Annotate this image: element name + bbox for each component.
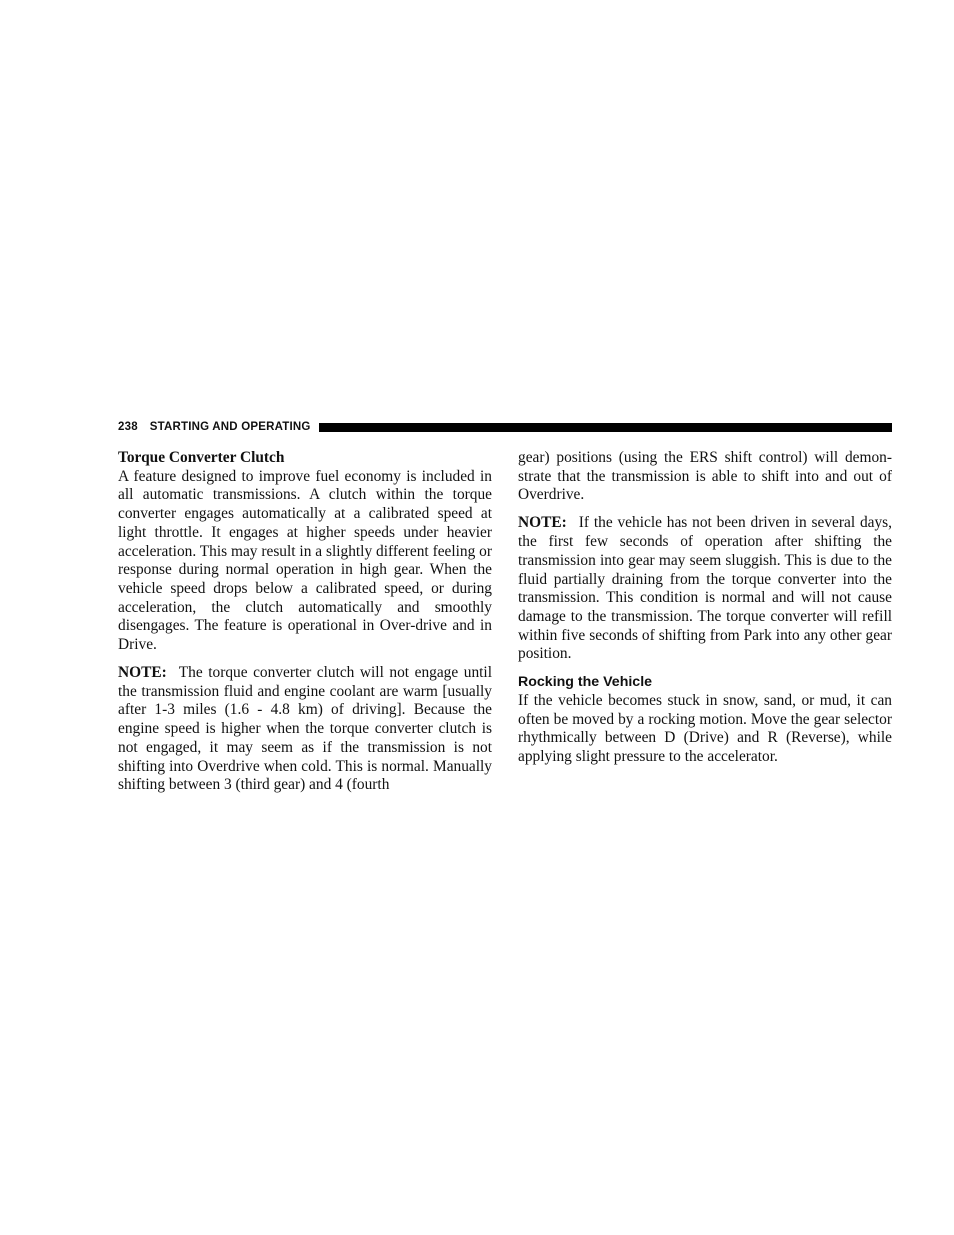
note-label: NOTE: <box>518 514 567 532</box>
right-column <box>518 449 892 776</box>
note-label: NOTE: <box>118 664 167 682</box>
torque-converter-heading: Torque Converter Clutch <box>118 449 285 466</box>
note-text: If the vehicle has not been driven in several days, the first few seconds of operation after shifting the transmission into gear may seem sluggish. This is due to the fluid partially draining from the torque converter into the transmission. This condition is normal and will not cause damage to the transmission. The torque converter will refill within five seconds of shifting from Park into any other gear position. <box>518 514 892 663</box>
header-rule <box>319 423 892 432</box>
section-title: STARTING AND OPERATING <box>149 421 311 433</box>
sluggish-note <box>518 514 892 664</box>
rocking-vehicle-paragraph: If the vehicle becomes stuck in snow, sand, or mud, it can often be moved by a rocking motion. Move the gear selector rhythmically between D (Drive) and R (Reverse), while applying slight pressure to the accelerator. <box>518 692 892 766</box>
note-text: The torque converter clutch will not engage until the transmission fluid and engine coolant are warm [usually after 1-3 miles (1.6 - 4.8 km) of driving]. Because the engine speed is higher when the torque converter clutch is not engaged, it may seem as if the transmission is not shifting into Overdrive when cold. This is normal. Manually shifting between 3 (third gear) and 4 (fourth <box>118 664 492 794</box>
page-header <box>118 420 892 434</box>
torque-converter-paragraph: A feature designed to improve fuel economy is included in all automatic transmissions. A clutch within the torque converter engages automatically at a calibrated speed at light throttle. It engages at higher speeds under heavier acceleration. This may result in a slightly different feeling or response during normal operation in high gear. When the vehicle speed drops below a calibrated speed, or during acceleration, the clutch automatically and smoothly disengages. The feature is operational in Over-drive and in Drive. <box>118 467 492 654</box>
continuation-paragraph: gear) positions (using the ERS shift control) will demon-strate that the transmission is able to shift into and out of Overdrive. <box>518 449 892 504</box>
torque-converter-note <box>118 664 492 795</box>
rocking-vehicle-heading: Rocking the Vehicle <box>518 674 653 691</box>
page-number: 238 <box>118 421 138 433</box>
left-column <box>118 449 492 795</box>
